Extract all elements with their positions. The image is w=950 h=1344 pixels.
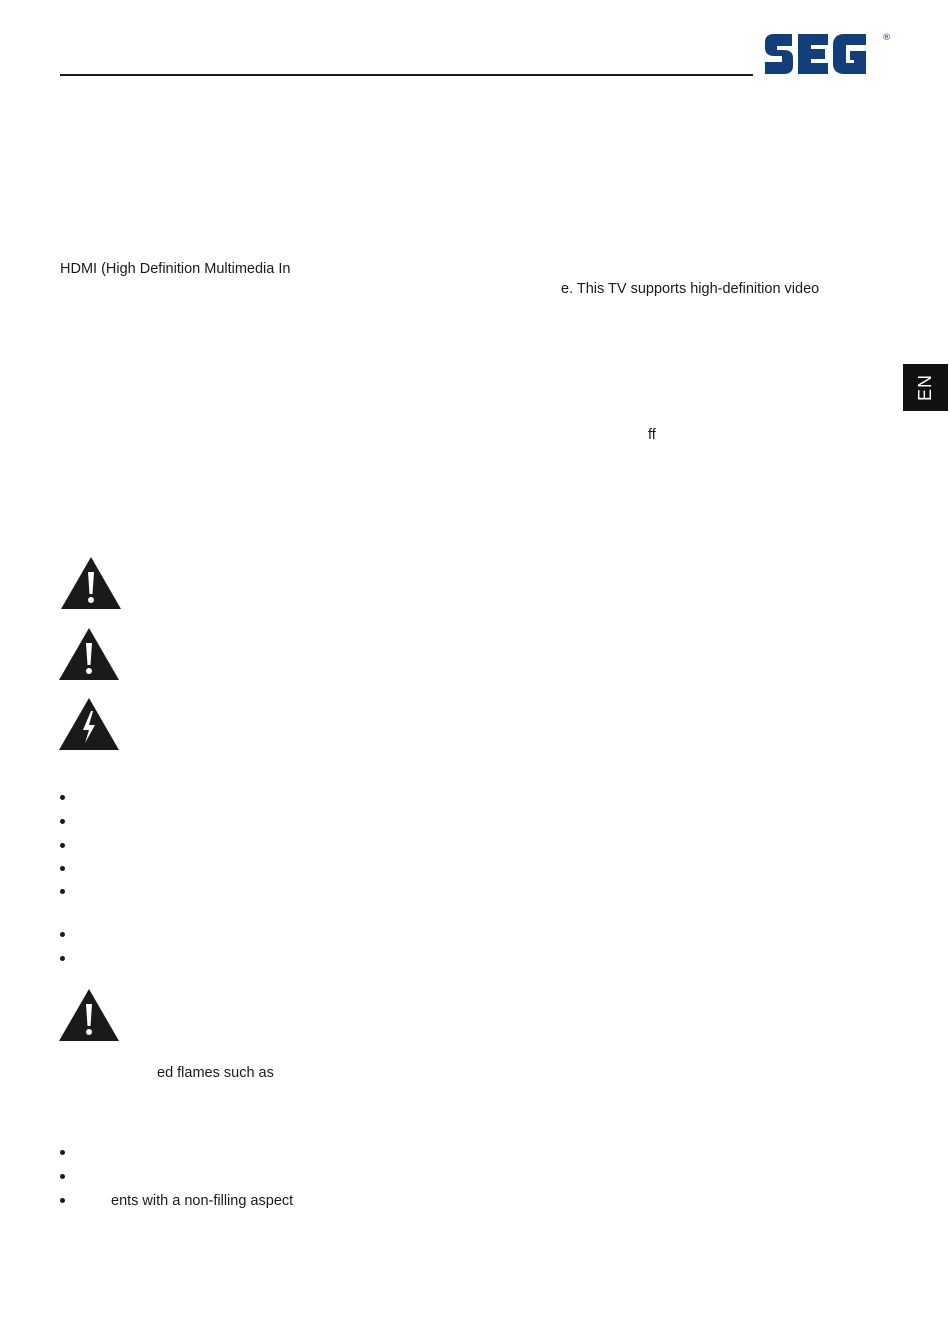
tv-supports-text: e. This TV supports high-definition video: [561, 281, 820, 297]
exclamation-warning-icon: [58, 988, 120, 1042]
list-bullet: [60, 932, 65, 937]
list-bullet: [60, 795, 65, 800]
language-tab-label: EN: [914, 373, 935, 402]
list-bullet: [60, 1174, 65, 1179]
aspect-text: ents with a non-filling aspect: [111, 1193, 294, 1209]
list-bullet: [60, 956, 65, 961]
hdmi-text: HDMI (High Definition Multimedia In: [60, 261, 291, 277]
electric-shock-warning-icon: [58, 697, 120, 751]
list-bullet: [60, 819, 65, 824]
language-tab-en[interactable]: [903, 364, 948, 411]
exclamation-warning-icon: [58, 627, 120, 681]
list-bullet: [60, 843, 65, 848]
list-bullet: [60, 866, 65, 871]
seg-logo: [762, 28, 890, 80]
exclamation-warning-icon: [60, 556, 122, 610]
list-bullet: [60, 1198, 65, 1203]
flames-text: ed flames such as: [157, 1065, 274, 1081]
list-bullet: [60, 1150, 65, 1155]
header-rule: [60, 74, 753, 76]
text-fragment: ff: [648, 427, 656, 443]
registered-mark: ®: [882, 33, 891, 43]
list-bullet: [60, 889, 65, 894]
